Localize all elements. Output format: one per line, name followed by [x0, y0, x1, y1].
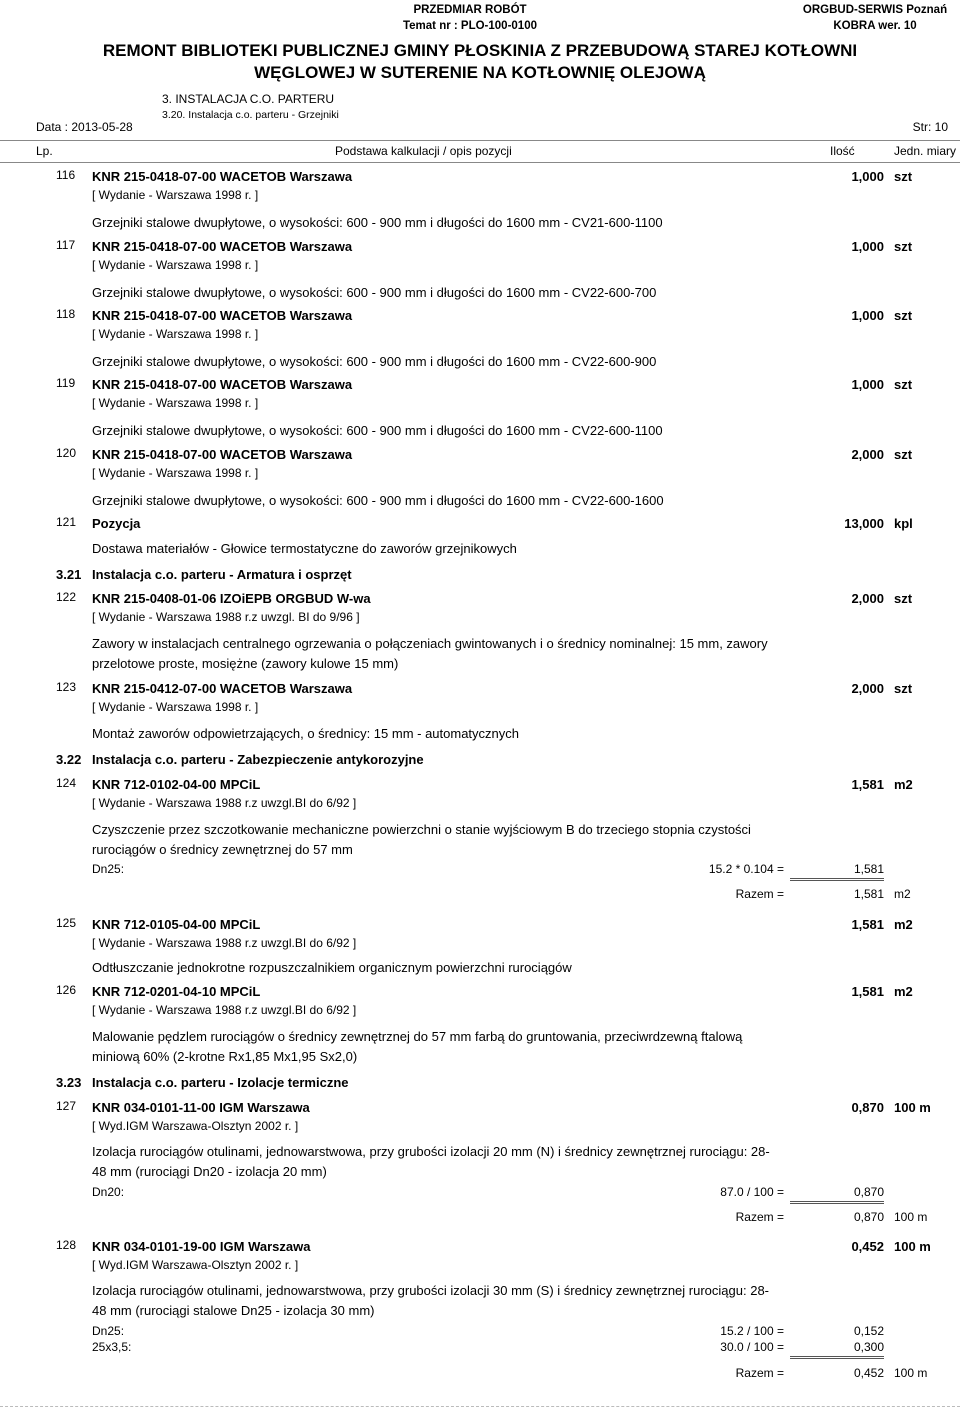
- item-unit: szt: [894, 681, 913, 696]
- document-title: REMONT BIBLIOTEKI PUBLICZNEJ GMINY PŁOSKINIA Z PRZEBUDOWĄ STAREJ KOTŁOWNI WĘGLOWEJ W SUTERENIE NA KOTŁOWNIĘ OLEJOWĄ: [102, 41, 858, 82]
- item-quantity: 0,870: [851, 1100, 884, 1115]
- item-source: [ Wydanie - Warszawa 1988 r.z uwzgl.BI do 6/92 ]: [92, 1003, 357, 1017]
- item-source: [ Wydanie - Warszawa 1998 r. ]: [92, 327, 259, 341]
- column-description: Podstawa kalkulacji / opis pozycji: [335, 144, 512, 158]
- item-code: KNR 215-0418-07-00 WACETOB Warszawa: [92, 169, 353, 184]
- item-description: Izolacja rurociągów otulinami, jednowarstwowa, przy grubości izolacji 30 mm (S) i średnicy zewnętrznej rurociągu: 28-48 mm (rurociągi stalowe Dn25 - izolacja 30 mm): [92, 1283, 769, 1318]
- item-source: [ Wydanie - Warszawa 1998 r. ]: [92, 700, 259, 714]
- item-code: KNR 215-0418-07-00 WACETOB Warszawa: [92, 377, 353, 392]
- total-unit: m2: [894, 887, 911, 901]
- page-bottom-divider: [0, 1406, 960, 1407]
- item-code: KNR 034-0101-19-00 IGM Warszawa: [92, 1239, 311, 1254]
- item-quantity: 1,000: [851, 239, 884, 254]
- company-header: [800, 2, 950, 34]
- column-lp: Lp.: [36, 144, 53, 158]
- item-quantity: 1,581: [851, 777, 884, 792]
- item-quantity: 2,000: [851, 591, 884, 606]
- item-description: Grzejniki stalowe dwupłytowe, o wysokości: 600 - 900 mm i długości do 1600 mm - CV22-600-1100: [92, 423, 663, 438]
- item-unit: szt: [894, 169, 913, 184]
- item-unit: 100 m: [894, 1239, 931, 1254]
- total-value: 0,870: [853, 1210, 884, 1224]
- item-code: KNR 215-0418-07-00 WACETOB Warszawa: [92, 308, 353, 323]
- total-value: 1,581: [853, 887, 884, 901]
- item-unit: szt: [894, 308, 913, 323]
- total-label: Razem =: [735, 1366, 784, 1380]
- item-quantity: 1,581: [851, 917, 884, 932]
- section-title: Instalacja c.o. parteru - Zabezpieczenie antykorozyjne: [92, 752, 424, 767]
- calc-expression: 30.0 / 100 =: [720, 1340, 784, 1354]
- document-header: [340, 2, 600, 34]
- total-label: Razem =: [735, 887, 784, 901]
- item-code: KNR 712-0105-04-00 MPCiL: [92, 917, 261, 932]
- total-unit: 100 m: [894, 1366, 928, 1380]
- item-quantity: 1,000: [851, 169, 884, 184]
- item-quantity: 0,452: [851, 1239, 884, 1254]
- item-unit: szt: [894, 377, 913, 392]
- topic-number: Temat nr : PLO-100-0100: [402, 20, 537, 32]
- calc-name: Dn25:: [92, 862, 125, 876]
- total-value: 0,452: [853, 1366, 884, 1380]
- item-code: Pozycja: [92, 516, 141, 531]
- item-unit: 100 m: [894, 1100, 931, 1115]
- item-number: 116: [56, 168, 76, 182]
- calc-name: Dn25:: [92, 1324, 125, 1338]
- calc-value: 0,870: [853, 1185, 884, 1199]
- item-quantity: 2,000: [851, 447, 884, 462]
- calc-expression: 87.0 / 100 =: [720, 1185, 784, 1199]
- sum-divider: [790, 1356, 884, 1359]
- item-number: 125: [56, 916, 77, 930]
- item-description: Grzejniki stalowe dwupłytowe, o wysokości: 600 - 900 mm i długości do 1600 mm - CV22-600-700: [92, 285, 657, 300]
- item-unit: szt: [894, 447, 913, 462]
- item-source: [ Wydanie - Warszawa 1988 r.z uwzgl.BI do 6/92 ]: [92, 936, 357, 950]
- item-source: [ Wyd.IGM Warszawa-Olsztyn 2002 r. ]: [92, 1258, 299, 1272]
- item-description: Dostawa materiałów - Głowice termostatyczne do zaworów grzejnikowych: [92, 541, 517, 556]
- calc-name: Dn20:: [92, 1185, 125, 1199]
- item-quantity: 1,000: [851, 377, 884, 392]
- item-description: Grzejniki stalowe dwupłytowe, o wysokości: 600 - 900 mm i długości do 1600 mm - CV22-600-1600: [92, 493, 664, 508]
- company-name: ORGBUD-SERWIS Poznań: [802, 4, 948, 16]
- item-source: [ Wydanie - Warszawa 1998 r. ]: [92, 466, 259, 480]
- item-number: 128: [56, 1238, 77, 1252]
- calc-value: 0,300: [853, 1340, 884, 1354]
- document-type: PRZEDMIAR ROBÓT: [413, 4, 527, 16]
- item-code: KNR 215-0418-07-00 WACETOB Warszawa: [92, 239, 353, 254]
- item-number: 127: [56, 1099, 77, 1113]
- item-description: Grzejniki stalowe dwupłytowe, o wysokości: 600 - 900 mm i długości do 1600 mm - CV21-600-1100: [92, 215, 663, 230]
- item-source: [ Wyd.IGM Warszawa-Olsztyn 2002 r. ]: [92, 1119, 299, 1133]
- subchapter-title: 3.20. Instalacja c.o. parteru - Grzejniki: [162, 109, 339, 121]
- item-code: KNR 712-0102-04-00 MPCiL: [92, 777, 261, 792]
- item-unit: szt: [894, 591, 913, 606]
- sum-divider: [790, 878, 884, 881]
- item-source: [ Wydanie - Warszawa 1988 r.z uwzgl.BI do 6/92 ]: [92, 796, 357, 810]
- item-number: 118: [56, 307, 76, 321]
- item-code: KNR 034-0101-11-00 IGM Warszawa: [92, 1100, 310, 1115]
- item-number: 120: [56, 446, 77, 460]
- item-number: 122: [56, 590, 77, 604]
- item-description: Zawory w instalacjach centralnego ogrzewania o połączeniach gwintowanych i o średnicy nominalnej: 15 mm, zawory przelotowe proste, mosiężne (zawory kulowe 15 mm): [92, 636, 768, 671]
- item-quantity: 1,581: [851, 984, 884, 999]
- item-code: KNR 215-0412-07-00 WACETOB Warszawa: [92, 681, 353, 696]
- item-number: 126: [56, 983, 77, 997]
- item-description: Montaż zaworów odpowietrzających, o średnicy: 15 mm - automatycznych: [92, 726, 520, 741]
- item-description: Grzejniki stalowe dwupłytowe, o wysokości: 600 - 900 mm i długości do 1600 mm - CV22-600-900: [92, 354, 657, 369]
- section-title: Instalacja c.o. parteru - Armatura i osprzęt: [92, 567, 352, 582]
- item-quantity: 1,000: [851, 308, 884, 323]
- calc-value: 1,581: [853, 862, 884, 876]
- calc-expression: 15.2 * 0.104 =: [708, 862, 784, 876]
- item-code: KNR 215-0408-01-06 IZOiEPB ORGBUD W-wa: [92, 591, 371, 606]
- item-unit: m2: [894, 984, 913, 999]
- item-number: 117: [56, 238, 76, 252]
- item-number: 123: [56, 680, 77, 694]
- item-source: [ Wydanie - Warszawa 1988 r.z uwzgl. BI do 9/96 ]: [92, 610, 360, 624]
- item-source: [ Wydanie - Warszawa 1998 r. ]: [92, 396, 259, 410]
- calc-value: 0,152: [853, 1324, 884, 1338]
- sum-divider: [790, 1201, 884, 1204]
- item-code: KNR 215-0418-07-00 WACETOB Warszawa: [92, 447, 353, 462]
- section-title: Instalacja c.o. parteru - Izolacje termiczne: [92, 1075, 349, 1090]
- item-unit: m2: [894, 917, 913, 932]
- section-number: 3.22: [56, 752, 82, 767]
- page-number: Str: 10: [912, 120, 948, 134]
- total-label: Razem =: [735, 1210, 784, 1224]
- item-unit: m2: [894, 777, 913, 792]
- item-unit: kpl: [894, 516, 913, 531]
- program-version: KOBRA wer. 10: [833, 20, 917, 32]
- item-quantity: 2,000: [851, 681, 884, 696]
- item-number: 124: [56, 776, 77, 790]
- item-source: [ Wydanie - Warszawa 1998 r. ]: [92, 258, 259, 272]
- section-number: 3.21: [56, 567, 82, 582]
- item-description: Izolacja rurociągów otulinami, jednowarstwowa, przy grubości izolacji 20 mm (N) i średnicy zewnętrznej rurociągu: 28-48 mm (rurociągi Dn20 - izolacja 20 mm): [92, 1144, 770, 1179]
- document-date: Data : 2013-05-28: [36, 120, 133, 134]
- item-description: Odtłuszczanie jednokrotne rozpuszczalnikiem organicznym powierzchni rurociągów: [92, 960, 572, 975]
- item-source: [ Wydanie - Warszawa 1998 r. ]: [92, 188, 259, 202]
- column-header-row: [0, 140, 960, 163]
- section-number: 3.23: [56, 1075, 82, 1090]
- item-number: 121: [56, 515, 77, 529]
- item-description: Malowanie pędzlem rurociągów o średnicy zewnętrznej do 57 mm farbą do gruntowania, przeciwrdzewną ftalową miniową 60% (2-krotne Rx1,85 Mx1,95 Sx2,0): [92, 1029, 743, 1064]
- total-unit: 100 m: [894, 1210, 928, 1224]
- chapter-title: 3. INSTALACJA C.O. PARTERU: [162, 92, 335, 106]
- calc-name: 25x3,5:: [92, 1340, 132, 1354]
- column-quantity: Ilość: [830, 144, 855, 158]
- item-description: Czyszczenie przez szczotkowanie mechaniczne powierzchni o stanie wyjściowym B do trzeciego stopnia czystości rurociągów o średnicy zewnętrznej do 57 mm: [92, 822, 751, 857]
- column-unit: Jedn. miary: [894, 144, 957, 158]
- item-code: KNR 712-0201-04-10 MPCiL: [92, 984, 261, 999]
- item-number: 119: [56, 376, 76, 390]
- item-quantity: 13,000: [844, 516, 884, 531]
- item-unit: szt: [894, 239, 913, 254]
- calc-expression: 15.2 / 100 =: [720, 1324, 784, 1338]
